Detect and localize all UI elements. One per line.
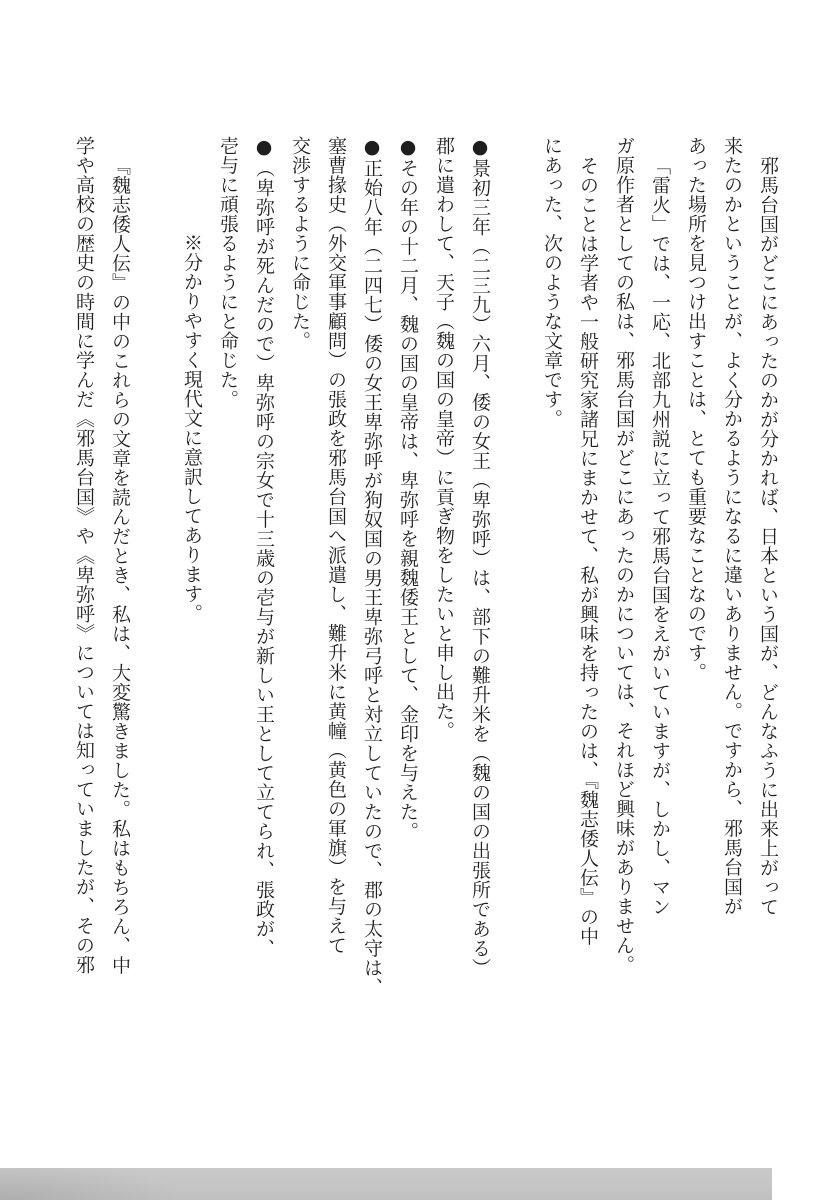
bullet-line: ●（卑弥呼が死んだので）卑弥呼の宗女で十三歳の壱与が新しい王として立てられ、張政が、 xyxy=(253,136,275,958)
text-line: 郡に遣わして、天子（魏の国の皇帝）に貢ぎ物をしたいと申し出た。 xyxy=(433,136,455,741)
text-line: そのことは学者や一般研究家諸兄にまかせて、私が興味を持ったのは、『魏志倭人伝』の中 xyxy=(577,156,599,946)
scan-edge-shadow xyxy=(0,1168,772,1200)
text-line: 来たのかということが、よく分かるようになるに違いありません。ですから、邪馬台国が xyxy=(721,136,743,916)
text-line: あった場所を見つけ出すことは、とても重要なことなのです。 xyxy=(685,136,707,682)
bullet-line: ●正始八年（二四七）倭の女王卑弥呼が狗奴国の男王卑弥弓呼と対立していたので、郡の太守は、 xyxy=(361,136,383,997)
text-line: 「雷火」では、一応、北部九州説に立って邪馬台国をえがいていますが、しかし、マン xyxy=(649,156,671,917)
bullet-line: ●その年の十二月、魏の国の皇帝は、卑弥呼を親魏倭王として、金印を与えた。 xyxy=(397,136,419,841)
text-line: にあった、次のような文章です。 xyxy=(541,136,563,429)
text-block xyxy=(66,136,786,1036)
text-line: 『魏志倭人伝』の中のこれらの文章を読んだとき、私は、大変驚きました。私はもちろん、中 xyxy=(109,156,131,975)
text-line: ガ原作者としての私は、邪馬台国がどこにあったのかについては、それほど興味がありません。 xyxy=(613,136,635,975)
text-line: 邪馬台国がどこにあったのかが分かれば、日本という国が、どんなふうに出来上がって xyxy=(757,156,779,917)
text-line: 交渉するように命じた。 xyxy=(289,136,311,351)
text-line: 壱与に頑張るようにと命じた。 xyxy=(217,136,239,409)
bullet-line: ●景初三年（二三九）六月、倭の女王（卑弥呼）は、部下の難升米を（魏の国の出張所である） xyxy=(469,136,491,978)
paragraph-gap xyxy=(498,136,534,1036)
text-line: 学や高校の歴史の時間に学んだ《邪馬台国》や《卑弥呼》については知っていましたが、その邪 xyxy=(73,136,95,975)
text-line: 塞曹掾史（外交軍事顧問）の張政を邪馬台国へ派遣し、難升米に黄幢（黄色の軍旗）を与えて xyxy=(325,136,347,955)
paragraph-gap xyxy=(138,136,174,1036)
note-line: ※分かりやすく現代文に意訳してあります。 xyxy=(181,233,203,623)
